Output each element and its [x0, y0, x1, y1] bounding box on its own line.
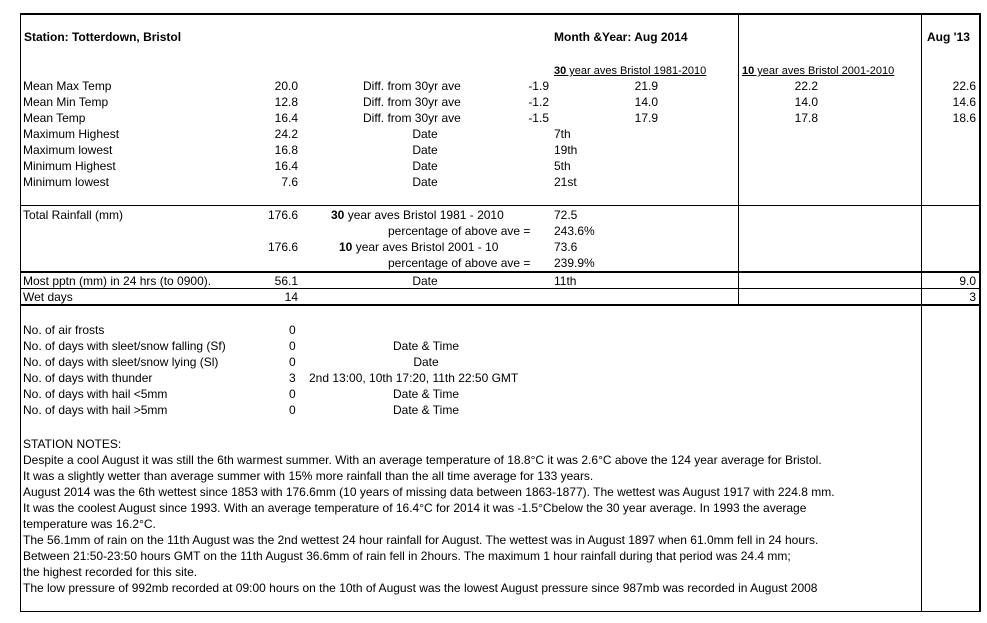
temp-ave30: 17.9 — [634, 111, 658, 125]
notes-line: Between 21:50-23:50 hours GMT on the 11th August 36.6mm of rain fell in 2hours. The maximum 1 hour rainfall during that period was 24.4 mm; — [23, 549, 791, 563]
rainfall-ave10-bold: 10 — [339, 240, 353, 254]
extreme-date-label: Date — [412, 175, 438, 189]
prev-year-title: Aug '13 — [927, 30, 970, 44]
notes-line: the highest recorded for this site. — [23, 565, 198, 579]
divider-ave10-column — [738, 13, 739, 305]
divider-after-rainfall — [20, 271, 980, 273]
ave30-heading — [554, 64, 706, 78]
extreme-date-label: Date — [412, 127, 438, 141]
station-title: Station: Totterdown, Bristol — [24, 30, 182, 44]
count-label: No. of days with sleet/snow lying (Sl) — [23, 355, 219, 369]
pptn-date: 11th — [554, 274, 577, 288]
notes-line: The low pressure of 992mb recorded at 09:00 hours on the 10th of August was the lowest August pressure since 987mb was recorded in August 2008 — [23, 581, 818, 595]
border-left — [20, 13, 21, 612]
temp-ave10: 14.0 — [794, 95, 818, 109]
rainfall-pct2-label: percentage of above ave = — [388, 256, 531, 270]
extreme-date: 5th — [554, 159, 571, 173]
notes-line: The 56.1mm of rain on the 11th August was the 2nd wettest 24 hour rainfall for August. The wettest was in August 1897 when 61.0mm fell in 24 hours. — [23, 533, 819, 547]
rainfall-pct2-value: 239.9% — [554, 256, 595, 270]
notes-heading: STATION NOTES: — [23, 437, 122, 451]
count-extra: Date — [413, 355, 439, 369]
extreme-date-label: Date — [412, 143, 438, 157]
temp-prev: 14.6 — [952, 95, 976, 109]
wetdays-value: 14 — [284, 290, 298, 304]
extreme-label: Minimum Highest — [23, 159, 116, 173]
temp-diff-label: Diff. from 30yr ave — [363, 95, 461, 109]
count-value: 0 — [289, 387, 296, 401]
divider-prev-column — [921, 13, 922, 612]
rainfall-pct1-value: 243.6% — [554, 224, 595, 238]
rainfall-ave10-label — [339, 240, 498, 254]
extreme-date: 7th — [554, 127, 571, 141]
wetdays-label: Wet days — [23, 290, 73, 304]
rainfall-pct1-label: percentage of above ave = — [388, 224, 531, 238]
temp-value: 12.8 — [274, 95, 298, 109]
divider-after-extremes — [20, 205, 980, 206]
wetdays-prev: 3 — [969, 290, 976, 304]
temp-value: 16.4 — [274, 111, 298, 125]
temp-label: Mean Max Temp — [23, 79, 112, 93]
temp-diff: -1.2 — [528, 95, 549, 109]
count-extra: Date & Time — [392, 339, 460, 353]
extreme-label: Maximum Highest — [23, 127, 120, 141]
notes-line: August 2014 was the 6th wettest since 1853 with 176.6mm (10 years of missing data between 1863-1877). The wettest was August 1917 with 224.8 mm. — [23, 485, 835, 499]
temp-diff: -1.9 — [528, 79, 549, 93]
pptn-value: 56.1 — [274, 274, 298, 288]
extreme-value: 16.4 — [274, 159, 298, 173]
temp-diff: -1.5 — [528, 111, 549, 125]
border-top — [20, 13, 980, 15]
extreme-label: Minimum lowest — [23, 175, 110, 189]
pptn-label: Most pptn (mm) in 24 hrs (to 0900). — [23, 274, 212, 288]
temp-ave30: 14.0 — [634, 95, 658, 109]
notes-line: It was a slightly wetter than average summer with 15% more rainfall than the all time average for 133 years. — [23, 469, 594, 483]
extreme-date: 21st — [554, 175, 577, 189]
count-label: No. of days with hail <5mm — [23, 387, 168, 401]
count-label: No. of days with sleet/snow falling (Sf) — [23, 339, 226, 353]
extreme-value: 7.6 — [281, 175, 298, 189]
count-extra: Date & Time — [392, 387, 460, 401]
extreme-value: 16.8 — [274, 143, 298, 157]
extreme-date: 19th — [554, 143, 578, 157]
divider-after-pptn — [20, 288, 980, 289]
ave10-heading-rest: year aves Bristol 2001-2010 — [754, 65, 895, 77]
temp-prev: 22.6 — [952, 79, 976, 93]
border-right — [979, 13, 981, 612]
count-extra: 2nd 13:00, 10th 17:20, 11th 22:50 GMT — [309, 371, 519, 385]
count-label: No. of days with hail >5mm — [23, 403, 168, 417]
rainfall-label: Total Rainfall (mm) — [23, 208, 124, 222]
extreme-label: Maximum lowest — [23, 143, 113, 157]
count-value: 0 — [289, 403, 296, 417]
temp-ave10: 22.2 — [794, 79, 818, 93]
count-label: No. of days with thunder — [23, 371, 153, 385]
count-value: 0 — [289, 355, 296, 369]
rainfall-ave10-value: 73.6 — [554, 240, 578, 254]
temp-ave30: 21.9 — [634, 79, 658, 93]
count-label: No. of air frosts — [23, 323, 105, 337]
month-year-title: Month &Year: Aug 2014 — [554, 30, 688, 44]
temp-ave10: 17.8 — [794, 111, 818, 125]
border-bottom — [20, 611, 980, 612]
notes-line: It was the coolest August since 1993. With an average temperature of 16.4°C for 2014 it was -1.5°Cbelow the 30 year average. In 1993 the average — [23, 501, 807, 515]
temp-diff-label: Diff. from 30yr ave — [363, 111, 461, 125]
ave30-heading-rest: year aves Bristol 1981-2010 — [566, 65, 707, 77]
temp-label: Mean Temp — [23, 111, 86, 125]
notes-line: temperature was 16.2°C. — [23, 517, 156, 531]
rainfall-ave30-value: 72.5 — [554, 208, 578, 222]
rainfall-ave30-bold: 30 — [331, 208, 345, 222]
extreme-value: 24.2 — [274, 127, 298, 141]
temp-label: Mean Min Temp — [23, 95, 109, 109]
temp-diff-label: Diff. from 30yr ave — [363, 79, 461, 93]
rainfall-value-1: 176.6 — [267, 208, 298, 222]
divider-after-wetdays — [20, 304, 980, 306]
rainfall-ave30-label — [331, 208, 504, 222]
temp-value: 20.0 — [274, 79, 298, 93]
ave10-heading-number: 10 — [742, 65, 755, 77]
rainfall-ave10-text: year aves Bristol 2001 - 10 — [352, 240, 499, 254]
temp-prev: 18.6 — [952, 111, 976, 125]
pptn-date-label: Date — [412, 274, 438, 288]
extreme-date-label: Date — [412, 159, 438, 173]
notes-line: Despite a cool August it was still the 6th warmest summer. With an average temperature of 18.8°C it was 2.6°C above the 124 year average for Bristol. — [23, 453, 822, 467]
ave10-heading — [742, 64, 894, 78]
count-value: 3 — [289, 371, 296, 385]
count-value: 0 — [289, 339, 296, 353]
count-value: 0 — [289, 323, 296, 337]
rainfall-ave30-text: year aves Bristol 1981 - 2010 — [344, 208, 504, 222]
pptn-prev: 9.0 — [959, 274, 976, 288]
count-extra: Date & Time — [392, 403, 460, 417]
ave30-heading-number: 30 — [554, 65, 567, 77]
rainfall-value-2: 176.6 — [267, 240, 298, 254]
